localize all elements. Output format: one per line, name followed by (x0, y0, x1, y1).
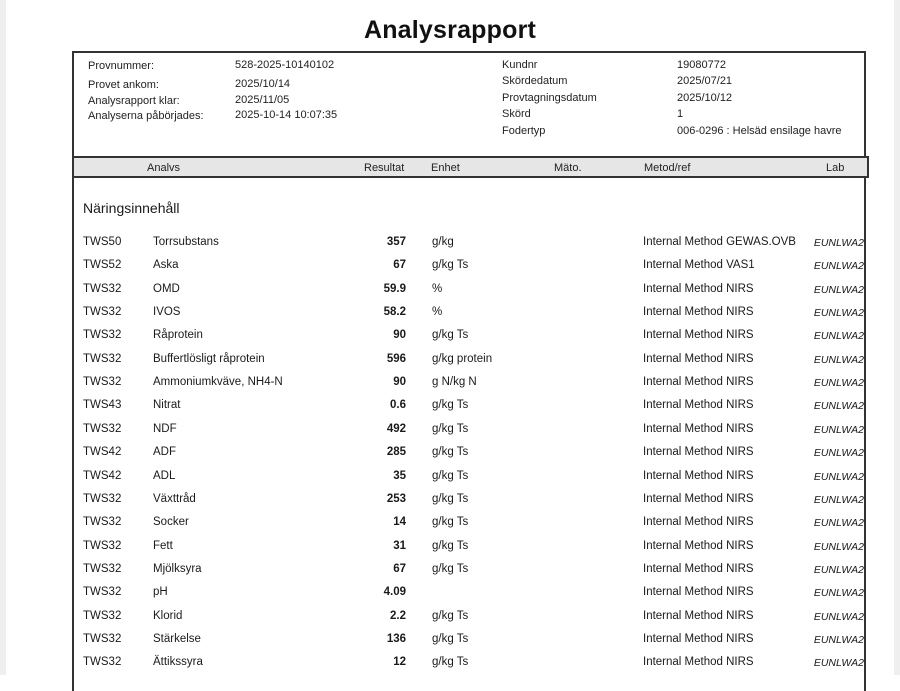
result-value: 357 (386, 236, 406, 248)
result-value: 90 (393, 329, 406, 342)
result-value: 58.2 (383, 306, 406, 319)
analysis-name: pH (153, 586, 168, 599)
analysis-code: TWS32 (83, 352, 122, 365)
report-title: Analysrapport (363, 16, 537, 44)
analysis-name: Socker (153, 516, 189, 529)
analysis-code: TWS32 (83, 586, 122, 599)
unit: g/kg Ts (432, 562, 469, 575)
lab-code: EUNLWA2 (813, 307, 864, 320)
analysis-code: TWS32 (83, 539, 122, 552)
table-row (74, 399, 866, 422)
method-ref: Internal Method NIRS (643, 329, 754, 342)
col-header-metod: Metod/ref (644, 162, 691, 174)
analysis-name: Buffertlösligt råprotein (153, 352, 265, 365)
info-label-provnummer: Provnummer: (88, 60, 155, 72)
method-ref: Internal Method NIRS (643, 446, 754, 459)
info-value-provnummer: 528-2025-10140102 (235, 59, 335, 71)
analysis-code: TWS32 (83, 422, 122, 435)
result-value: 90 (393, 376, 406, 389)
lab-code: EUNLWA2 (813, 423, 864, 436)
info-label-kundnr: Kundnr (502, 59, 538, 71)
col-header-enhet: Enhet (431, 162, 460, 174)
table-row (74, 423, 866, 446)
analysis-code: TWS32 (83, 656, 122, 669)
col-header-lab: Lab (826, 162, 845, 174)
analysis-name: Aska (153, 259, 179, 272)
lab-code: EUNLWA2 (813, 657, 864, 670)
table-row (74, 540, 866, 563)
analysis-code: TWS32 (83, 609, 122, 622)
analysis-code: TWS32 (83, 516, 122, 529)
table-row (74, 353, 866, 376)
section-title: Näringsinnehåll (83, 200, 180, 216)
result-value: 35 (393, 469, 406, 482)
unit: g N/kg N (432, 376, 477, 389)
table-row (74, 446, 866, 469)
page-gutter-right (894, 0, 900, 675)
result-value: 2.2 (390, 609, 406, 622)
result-value: 253 (386, 492, 406, 505)
col-header-mato: Mäto. (554, 162, 582, 174)
lab-code: EUNLWA2 (813, 563, 864, 576)
lab-code: EUNLWA2 (813, 283, 864, 296)
unit: g/kg Ts (432, 656, 469, 669)
info-value-analyserna-paborjades: 2025-10-14 10:07:35 (235, 109, 338, 121)
table-row (74, 306, 866, 329)
table-row (74, 516, 866, 539)
info-value-analysrapport-klar: 2025/11/05 (235, 94, 290, 106)
method-ref: Internal Method NIRS (643, 632, 754, 645)
unit: g/kg Ts (432, 469, 469, 482)
lab-code: EUNLWA2 (813, 540, 864, 553)
lab-code: EUNLWA2 (813, 353, 864, 366)
analysis-name: Klorid (153, 609, 183, 622)
col-header-resultat: Resultat (364, 162, 405, 174)
method-ref: Internal Method NIRS (643, 516, 754, 529)
table-row (74, 586, 866, 609)
lab-code: EUNLWA2 (813, 400, 864, 413)
analysis-name: Råprotein (153, 329, 203, 342)
analysis-name: Ättikssyra (153, 656, 203, 669)
method-ref: Internal Method NIRS (643, 282, 754, 295)
unit: g/kg Ts (432, 329, 469, 342)
table-row (74, 376, 866, 399)
analysis-code: TWS50 (83, 236, 122, 248)
result-value: 0.6 (390, 399, 406, 412)
method-ref: Internal Method NIRS (643, 539, 754, 552)
table-row (74, 259, 866, 282)
info-label-analysrapport-klar: Analysrapport klar: (88, 95, 180, 107)
table-row (74, 563, 866, 586)
analysis-name: Fett (153, 539, 173, 552)
analysis-code: TWS43 (83, 399, 122, 412)
analysis-name: Ammoniumkväve, NH4-N (153, 376, 283, 389)
analysis-code: TWS32 (83, 632, 122, 645)
info-value-skordedatum: 2025/07/21 (677, 75, 733, 87)
table-row (74, 470, 866, 493)
table-row (74, 656, 866, 679)
info-label-provtagningsdatum: Provtagningsdatum (502, 92, 597, 104)
table-row (74, 610, 866, 633)
table-row (74, 283, 866, 306)
analysis-name: ADL (153, 469, 176, 482)
unit: g/kg Ts (432, 259, 469, 272)
analysis-name: Torrsubstans (153, 236, 219, 248)
info-value-kundnr: 19080772 (677, 59, 726, 71)
analysis-name: Växttråd (153, 492, 196, 505)
method-ref: Internal Method NIRS (643, 492, 754, 505)
lab-code: EUNLWA2 (813, 377, 864, 390)
col-header-analys: Analvs (147, 162, 181, 174)
method-ref: Internal Method NIRS (643, 609, 754, 622)
info-value-provet-ankom: 2025/10/14 (235, 78, 291, 90)
lab-code: EUNLWA2 (813, 633, 864, 646)
method-ref: Internal Method NIRS (643, 586, 754, 599)
info-value-fodertyp: 006-0296 : Helsäd ensilage havre (677, 125, 842, 137)
method-ref: Internal Method NIRS (643, 352, 754, 365)
unit: g/kg Ts (432, 632, 469, 645)
result-value: 59.9 (383, 282, 406, 295)
method-ref: Internal Method NIRS (643, 376, 754, 389)
method-ref: Internal Method NIRS (643, 306, 754, 319)
analysis-code: TWS32 (83, 376, 122, 389)
info-label-skordedatum: Skördedatum (502, 75, 568, 87)
unit: % (432, 282, 443, 295)
method-ref: Internal Method NIRS (643, 562, 754, 575)
info-label-analyserna-paborjades: Analyserna påbörjades: (88, 110, 204, 122)
table-row (74, 493, 866, 516)
analysis-code: TWS52 (83, 259, 122, 272)
unit: g/kg Ts (432, 609, 469, 622)
unit: g/kg Ts (432, 492, 469, 505)
result-value: 31 (393, 539, 406, 552)
method-ref: Internal Method NIRS (643, 656, 754, 669)
info-label-skord: Skörd (502, 108, 531, 120)
lab-code: EUNLWA2 (813, 493, 864, 506)
lab-code: EUNLWA2 (813, 260, 864, 273)
method-ref: Internal Method NIRS (643, 469, 754, 482)
analysis-code: TWS32 (83, 562, 122, 575)
analysis-code: TWS32 (83, 492, 122, 505)
unit: g/kg Ts (432, 516, 469, 529)
result-value: 136 (386, 632, 406, 645)
analysis-code: TWS32 (83, 306, 122, 319)
method-ref: Internal Method NIRS (643, 422, 754, 435)
table-row (74, 236, 866, 259)
method-ref: Internal Method GEWAS.OVB (643, 236, 796, 248)
analysis-name: Mjölksyra (153, 562, 202, 575)
unit: g/kg Ts (432, 422, 469, 435)
lab-code: EUNLWA2 (813, 587, 864, 600)
analysis-code: TWS42 (83, 446, 122, 459)
analysis-code: TWS42 (83, 469, 122, 482)
result-value: 4.09 (383, 586, 406, 599)
result-value: 285 (386, 446, 406, 459)
info-label-fodertyp: Fodertyp (502, 125, 546, 137)
result-value: 492 (386, 422, 406, 435)
analysis-name: Stärkelse (153, 632, 201, 645)
analysis-name: Nitrat (153, 399, 181, 412)
analysis-name: NDF (153, 422, 177, 435)
lab-code: EUNLWA2 (813, 237, 864, 249)
lab-code: EUNLWA2 (813, 517, 864, 530)
unit: g/kg Ts (432, 399, 469, 412)
unit: g/kg protein (432, 352, 493, 365)
info-value-skord: 1 (677, 108, 684, 120)
analysis-code: TWS32 (83, 329, 122, 342)
lab-code: EUNLWA2 (813, 330, 864, 343)
method-ref: Internal Method VAS1 (643, 259, 755, 272)
page-gutter-left (0, 0, 6, 675)
unit: % (432, 306, 443, 319)
info-label-provet-ankom: Provet ankom: (88, 79, 159, 91)
analysis-code: TWS32 (83, 282, 122, 295)
table-row (74, 329, 866, 352)
lab-code: EUNLWA2 (813, 610, 864, 623)
result-value: 14 (393, 516, 406, 529)
analysis-name: IVOS (153, 306, 181, 319)
unit: g/kg Ts (432, 539, 469, 552)
result-value: 67 (393, 562, 406, 575)
table-header (72, 156, 869, 178)
table-row (74, 633, 866, 656)
analysis-name: OMD (153, 282, 180, 295)
lab-code: EUNLWA2 (813, 470, 864, 483)
result-value: 596 (386, 352, 406, 365)
lab-code: EUNLWA2 (813, 447, 864, 460)
analysis-name: ADF (153, 446, 176, 459)
unit: g/kg (432, 236, 454, 248)
info-value-provtagningsdatum: 2025/10/12 (677, 92, 733, 104)
unit: g/kg Ts (432, 446, 469, 459)
result-value: 67 (393, 259, 406, 272)
method-ref: Internal Method NIRS (643, 399, 754, 412)
result-value: 12 (393, 656, 406, 669)
